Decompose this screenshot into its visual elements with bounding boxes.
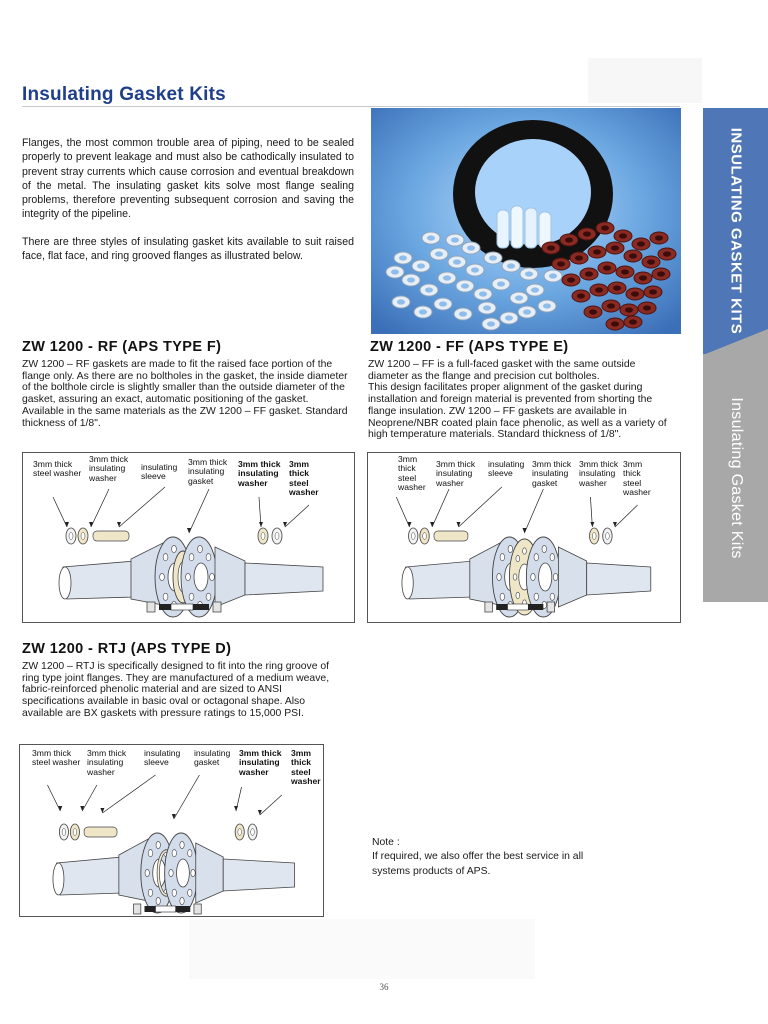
washer-hole bbox=[459, 311, 467, 316]
washer-hole bbox=[411, 533, 415, 540]
washer-hole bbox=[62, 829, 66, 836]
washer-hole bbox=[629, 253, 637, 258]
label-steel-washer: 3mm thick steel washer bbox=[33, 459, 82, 479]
flange-diagram-rtj bbox=[19, 744, 324, 917]
section-heading-ff: ZW 1200 - FF (APS TYPE E) bbox=[370, 339, 569, 355]
arrowhead bbox=[117, 522, 121, 527]
washer-hole bbox=[655, 235, 663, 240]
flange-diagram-rf bbox=[22, 452, 355, 623]
label-insulating-washer: 3mm thick insulating washer bbox=[436, 459, 476, 488]
leader-line bbox=[260, 795, 282, 815]
leader-line bbox=[432, 489, 449, 527]
sidebar-tab-active bbox=[703, 108, 768, 354]
flange-assembly-drawing bbox=[23, 453, 354, 622]
arrowhead bbox=[234, 806, 238, 811]
washer-hole bbox=[505, 315, 513, 320]
bolt-hole bbox=[206, 554, 211, 561]
washer-hole bbox=[497, 281, 505, 286]
washer-hole bbox=[547, 245, 555, 250]
washer-hole bbox=[647, 259, 655, 264]
washer-hole bbox=[261, 533, 265, 540]
washer-hole bbox=[435, 251, 443, 256]
label-insulating-washer: 3mm thick insulating washer bbox=[238, 459, 281, 488]
leader-line bbox=[102, 775, 155, 813]
washer-hole bbox=[585, 271, 593, 276]
label-insulating-sleeve: insulating sleeve bbox=[488, 459, 525, 479]
arrowhead bbox=[283, 522, 287, 527]
arrowhead bbox=[259, 522, 263, 527]
bolt-hole bbox=[180, 841, 184, 848]
sidebar-tab bbox=[703, 354, 768, 602]
washer-hole bbox=[417, 263, 425, 268]
leader-line bbox=[615, 505, 638, 527]
gasket-bolt-hole bbox=[516, 555, 520, 561]
gasket-bolt-hole bbox=[523, 548, 527, 554]
faint-background-patch bbox=[588, 58, 702, 103]
gasket-kit-photo bbox=[371, 108, 681, 334]
bolt-hole bbox=[156, 897, 160, 904]
washer-hole bbox=[251, 829, 255, 836]
leader-line bbox=[91, 489, 109, 527]
pipe-right bbox=[245, 563, 323, 595]
washer-hole bbox=[399, 255, 407, 260]
washer-hole bbox=[423, 533, 427, 540]
washer-hole bbox=[467, 245, 475, 250]
section-heading-rtj: ZW 1200 - RTJ (APS TYPE D) bbox=[22, 641, 232, 657]
flange-bore bbox=[177, 859, 190, 887]
bolt-hole bbox=[169, 869, 173, 876]
washer-hole bbox=[443, 275, 451, 280]
bolt-hole bbox=[210, 573, 215, 580]
nut bbox=[194, 904, 201, 914]
pipe-left bbox=[404, 561, 474, 599]
bolt-hole bbox=[148, 850, 152, 857]
label-steel-washer: 3mm thick steel washer bbox=[623, 459, 651, 498]
section-paragraph: This design facilitates proper alignment of the gasket during installation and foreign material is prevented from shorting the flange insulation. ZW 1200 – FF gaskets are available in Neoprene/NBR coated plain face phenolic, as well as a variety of high temperature materials. Standard thickness of 1/8". bbox=[368, 382, 667, 441]
leader-line bbox=[396, 497, 409, 527]
bolt-hole bbox=[180, 897, 184, 904]
pipe-left bbox=[61, 561, 135, 599]
section-paragraph: ZW 1200 – RF gaskets are made to fit the raised face portion of the flange only. As there are no boltholes in the gasket, the inside diameter of the bolthole circle is slightly smaller than the outside diameter of the gasket, assuring an exact, automatic positioning of the gasket. bbox=[22, 359, 348, 406]
note-line: systems products of APS. bbox=[372, 865, 491, 877]
washer-hole bbox=[419, 309, 427, 314]
washer-hole bbox=[507, 263, 515, 268]
bolt-hole bbox=[188, 850, 192, 857]
insulating-sleeve bbox=[434, 531, 468, 541]
washer-hole bbox=[663, 251, 671, 256]
flange-assembly-drawing bbox=[368, 453, 680, 622]
sidebar-wedge bbox=[703, 329, 768, 355]
washer-hole bbox=[81, 533, 85, 540]
washer-hole bbox=[489, 255, 497, 260]
pipe-opening bbox=[402, 567, 413, 599]
label-insulating-sleeve: insulating sleeve bbox=[144, 748, 181, 768]
intro-text bbox=[22, 136, 354, 276]
intro-paragraph: There are three styles of insulating gasket kits available to suit raised face, flat face, and ring grooved flanges as illustrated below. bbox=[22, 235, 354, 263]
bolt-hole bbox=[500, 593, 505, 600]
washer-hole bbox=[577, 293, 585, 298]
washer-hole bbox=[483, 305, 491, 310]
gasket-bolt-hole bbox=[516, 592, 520, 598]
leader-line bbox=[189, 489, 209, 533]
washer-hole bbox=[479, 291, 487, 296]
flange-assembly bbox=[53, 487, 323, 617]
washer-hole bbox=[69, 533, 73, 540]
page-number: 36 bbox=[379, 982, 389, 992]
bolt-hole bbox=[189, 593, 194, 600]
section-paragraph: ZW 1200 – FF is a full-faced gasket with the same outside diameter as the flange and precision cut boltholes. bbox=[368, 359, 636, 382]
sidebar-bottom-label: Insulating Gasket Kits bbox=[727, 397, 745, 559]
washer-hole bbox=[439, 301, 447, 306]
arrowhead bbox=[258, 810, 262, 815]
leader-line bbox=[524, 489, 543, 533]
washer-hole bbox=[601, 225, 609, 230]
washer-hole bbox=[611, 321, 619, 326]
bolt-hole bbox=[186, 573, 191, 580]
leader-line bbox=[174, 775, 200, 819]
washer-hole bbox=[523, 309, 531, 314]
washer-hole bbox=[606, 533, 610, 540]
pipe-opening bbox=[53, 863, 64, 895]
washer-hole bbox=[619, 233, 627, 238]
washer-hole bbox=[451, 237, 459, 242]
washer-hole bbox=[637, 241, 645, 246]
washer-hole bbox=[631, 291, 639, 296]
nut bbox=[213, 602, 221, 612]
flange-assembly bbox=[396, 487, 651, 617]
washer-hole bbox=[657, 271, 665, 276]
label-insulating-washer: 3mm thick insulating washer bbox=[579, 459, 619, 488]
label-steel-washer: 3mm thick steel washer bbox=[398, 454, 426, 493]
title-divider bbox=[22, 106, 680, 107]
flange-assembly bbox=[47, 775, 294, 914]
washer-hole bbox=[611, 245, 619, 250]
washer-hole bbox=[487, 321, 495, 326]
bolt-hole bbox=[542, 545, 547, 552]
section-text-rf bbox=[22, 359, 352, 429]
washer-hole bbox=[643, 305, 651, 310]
nut bbox=[147, 602, 155, 612]
pipe-right bbox=[587, 563, 651, 595]
flange-assembly-drawing bbox=[20, 745, 323, 916]
bolt-hole bbox=[163, 554, 168, 561]
bolt-hole bbox=[500, 554, 505, 561]
washer-hole bbox=[565, 237, 573, 242]
pipe-left bbox=[55, 857, 123, 895]
gasket-bolt-hole bbox=[513, 574, 517, 580]
washer-hole bbox=[625, 307, 633, 312]
bolt-hole bbox=[531, 573, 536, 580]
insulating-sleeve bbox=[84, 827, 117, 837]
sidebar-top-label: INSULATING GASKET KITS bbox=[727, 127, 744, 335]
bolt-sleeve bbox=[155, 906, 175, 912]
bolt-hole bbox=[145, 869, 149, 876]
bolt-hole bbox=[191, 869, 195, 876]
bolt-hole bbox=[198, 545, 203, 552]
section-heading-rf: ZW 1200 - RF (APS TYPE F) bbox=[22, 339, 222, 355]
washer-hole bbox=[427, 235, 435, 240]
section-text-rtj bbox=[22, 661, 332, 720]
washer-hole bbox=[567, 277, 575, 282]
washer-hole bbox=[425, 287, 433, 292]
leader-line bbox=[119, 487, 165, 527]
leader-line bbox=[285, 505, 309, 527]
washer-hole bbox=[515, 295, 523, 300]
bolt-hole bbox=[497, 573, 502, 580]
label-steel-washer: 3mm thick steel washer bbox=[291, 748, 321, 787]
flange-hub-right bbox=[215, 547, 245, 607]
label-insulating-gasket: 3mm thick insulating gasket bbox=[532, 459, 572, 488]
washer-hole bbox=[471, 267, 479, 272]
nut bbox=[547, 602, 555, 612]
washer-hole bbox=[595, 287, 603, 292]
page-title: Insulating Gasket Kits bbox=[22, 84, 226, 105]
bolt-hole bbox=[206, 593, 211, 600]
pipe-opening bbox=[59, 567, 71, 599]
bolt-hole bbox=[534, 593, 539, 600]
bolt-hole bbox=[172, 889, 176, 896]
bolt-hole bbox=[188, 889, 192, 896]
flange-hub-right bbox=[558, 547, 586, 607]
washer-hole bbox=[238, 829, 242, 836]
washer-hole bbox=[592, 533, 596, 540]
leader-line bbox=[82, 785, 97, 811]
washer-hole bbox=[629, 319, 637, 324]
washer-hole bbox=[73, 829, 77, 836]
washer-hole bbox=[589, 309, 597, 314]
bolt-sleeve bbox=[508, 604, 529, 610]
washer-hole bbox=[583, 231, 591, 236]
section-paragraph: Available in the same materials as the ZW 1200 – FF gasket. Standard thickness of 1/8". bbox=[22, 405, 348, 429]
bolt-hole bbox=[156, 841, 160, 848]
insulating-sleeve bbox=[93, 531, 129, 541]
washer-hole bbox=[621, 269, 629, 274]
note-line: If required, we also offer the best service in all bbox=[372, 851, 584, 863]
bolt-sleeve bbox=[171, 604, 193, 610]
washer-hole bbox=[607, 303, 615, 308]
flange-bore bbox=[539, 563, 552, 591]
leader-line bbox=[53, 497, 67, 527]
intro-paragraph: Flanges, the most common trouble area of piping, need to be sealed properly to prevent leakage and must also be cathodically insulated to prevent stray currents which cause corrosion and eventual breakdown of the metal. The insulating gasket kits solve most flange sealing problems, therefore preventing subsequent corrosion and saving the integrity of the pipeline. bbox=[22, 137, 354, 221]
washer-hole bbox=[549, 273, 557, 278]
bolt-hole bbox=[148, 889, 152, 896]
bolt-hole bbox=[163, 593, 168, 600]
bolt-hole bbox=[189, 554, 194, 561]
label-insulating-washer: 3mm thick insulating washer bbox=[239, 748, 282, 777]
pipe-right bbox=[223, 859, 294, 891]
label-insulating-washer: 3mm thick insulating washer bbox=[89, 454, 129, 483]
leader-line bbox=[47, 785, 60, 811]
section-text-ff bbox=[368, 359, 678, 441]
bolt-hole bbox=[550, 554, 555, 561]
label-steel-washer: 3mm thick steel washer bbox=[289, 459, 319, 498]
bolt-hole bbox=[172, 545, 177, 552]
note-heading: Note : bbox=[372, 837, 400, 848]
bolt-hole bbox=[534, 554, 539, 561]
label-steel-washer: 3mm thick steel washer bbox=[32, 748, 81, 768]
washer-hole bbox=[275, 533, 279, 540]
washer-hole bbox=[391, 269, 399, 274]
washer-hole bbox=[453, 259, 461, 264]
bolt-hole bbox=[553, 573, 558, 580]
washer-hole bbox=[397, 299, 405, 304]
note bbox=[372, 836, 583, 879]
washer-hole bbox=[407, 277, 415, 282]
bolt-hole bbox=[172, 850, 176, 857]
washer-hole bbox=[593, 249, 601, 254]
washer-hole bbox=[613, 285, 621, 290]
gasket-kit-photo-illustration bbox=[371, 108, 681, 334]
washer-hole bbox=[531, 287, 539, 292]
section-paragraph: ZW 1200 – RTJ is specifically designed to fit into the ring groove of ring type joint flanges. They are manufactured of a medium weave, fabric-reinforced phenolic material and are sized to ANSI specifications available in basic oval or octagonal shape. Also available are BX gaskets with pressure ratings to 15,000 PSI. bbox=[22, 661, 330, 719]
label-insulating-gasket: insulating gasket bbox=[194, 748, 231, 768]
flange-diagram-ff bbox=[367, 452, 681, 623]
arrowhead bbox=[456, 522, 460, 527]
flange-hub-right bbox=[196, 843, 223, 903]
washer-hole bbox=[649, 289, 657, 294]
bolt-hole bbox=[550, 593, 555, 600]
washer-hole bbox=[603, 265, 611, 270]
washer-hole bbox=[639, 275, 647, 280]
washer-hole bbox=[461, 283, 469, 288]
label-insulating-gasket: 3mm thick insulating gasket bbox=[188, 457, 228, 486]
label-insulating-washer: 3mm thick insulating washer bbox=[87, 748, 127, 777]
arrowhead bbox=[590, 522, 594, 527]
nut bbox=[134, 904, 141, 914]
bolt-hole bbox=[160, 573, 165, 580]
label-insulating-sleeve: insulating sleeve bbox=[141, 462, 178, 482]
nut bbox=[485, 602, 493, 612]
flange-bore bbox=[194, 563, 208, 591]
washer-hole bbox=[543, 303, 551, 308]
washer-hole bbox=[525, 271, 533, 276]
faint-background-patch bbox=[189, 919, 535, 979]
arrowhead bbox=[613, 522, 617, 527]
washer-hole bbox=[575, 255, 583, 260]
bolt-hole bbox=[508, 545, 513, 552]
washer-hole bbox=[557, 261, 565, 266]
leader-line bbox=[458, 487, 501, 527]
